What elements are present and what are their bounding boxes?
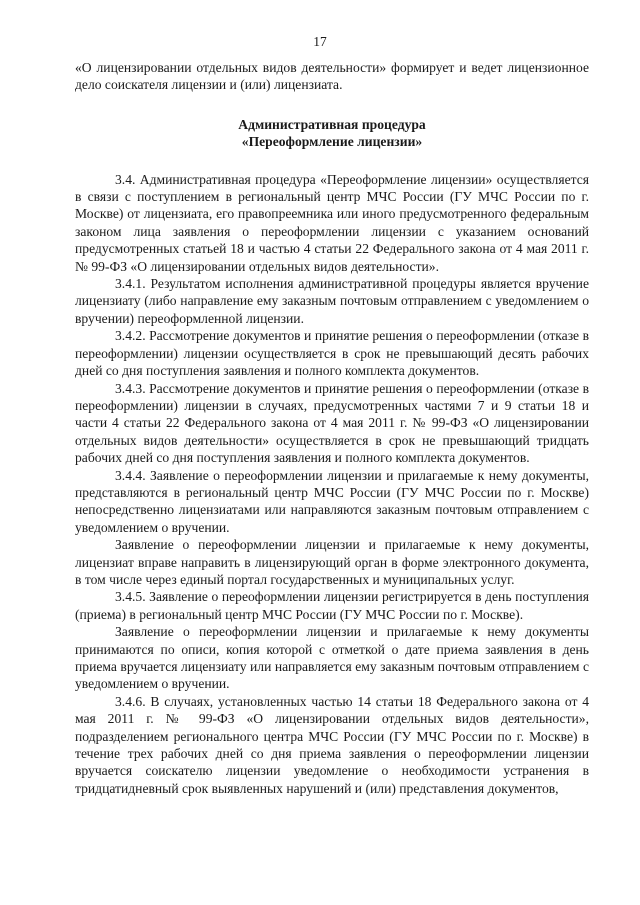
paragraph-3-4-1: 3.4.1. Результатом исполнения административной процедуры является вручение лицензиату (либо направление ему заказным почтовым отправлением с уведомлением о вручении) переоформленной лицензии. — [75, 276, 589, 326]
intro-paragraph: «О лицензировании отдельных видов деятельности» формирует и ведет лицензионное дело соискателя лицензии и (или) лицензиата. — [75, 60, 589, 93]
paragraph-3-4-2: 3.4.2. Рассмотрение документов и принятие решения о переоформлении (отказе в переоформлении) лицензии осуществляется в срок не превышающий десять рабочих дней со дня поступления заявления и полного комплекта документов. — [75, 328, 589, 379]
document-body — [75, 59, 589, 797]
section-heading-line-2: «Переоформление лицензии» — [241, 134, 423, 150]
section-heading-line-1: Административная процедура — [238, 116, 426, 132]
paragraph-3-4-6: 3.4.6. В случаях, установленных частью 14 статьи 18 Федерального закона от 4 мая 2011 г. № 99-ФЗ «О лицензировании отдельных видов деятельности», подразделением регионального центра МЧС России (ГУ МЧС России по г. Москве) в течение трех рабочих дней со дня приема заявления о переоформлении лицензии вручается соискателю лицензии уведомление о необходимости устранения в тридцатидневный срок выявленных нарушений и (или) представления документов, — [75, 693, 589, 796]
paragraph-electronic-submission: Заявление о переоформлении лицензии и прилагаемые к нему документы, лицензиат вправе направить в лицензирующий орган в форме электронного документа, в том числе через единый портал государственных и муниципальных услуг. — [75, 537, 589, 587]
paragraph-3-4: 3.4. Административная процедура «Переоформление лицензии» осуществляется в связи с поступлением в региональный центр МЧС России (ГУ МЧС России по г. Москве) от лицензиата, его правопреемника или иного предусмотренного федеральным законом лица заявления о переоформлении лицензии с указанием оснований предусмотренных статьей 18 и частью 4 статьи 22 Федерального закона от 4 мая 2011 г. № 99-ФЗ «О лицензировании отдельных видов деятельности». — [75, 171, 589, 274]
paragraph-3-4-4: 3.4.4. Заявление о переоформлении лицензии и прилагаемые к нему документы, представляются в региональный центр МЧС России (ГУ МЧС России по г. Москве) непосредственно лицензиатами или направляются заказным почтовым отправлением с уведомлением о вручении. — [75, 467, 589, 535]
paragraph-inventory-acceptance: Заявление о переоформлении лицензии и прилагаемые к нему документы принимаются по описи, копия которой с отметкой о дате приема заявления в день приема вручается лицензиату или направляется ему заказным почтовым отправлением с уведомлением о вручении. — [75, 624, 589, 692]
section-heading — [75, 116, 589, 151]
paragraph-3-4-3: 3.4.3. Рассмотрение документов и принятие решения о переоформлении (отказе в переоформлении) лицензии в случаях, предусмотренных частями 7 и 9 статьи 18 и части 4 статьи 22 Федерального закона от 4 мая 2011 г. № 99-ФЗ «О лицензировании отдельных видов деятельности» осуществляется в срок не превышающий тридцать рабочих дней со дня поступления заявления и полного комплекта документов. — [75, 380, 589, 466]
page-number: 17 — [313, 34, 327, 49]
paragraph-3-4-5: 3.4.5. Заявление о переоформлении лицензии регистрируется в день поступления (приема) в региональный центр МЧС России (ГУ МЧС России по г. Москве). — [75, 589, 589, 622]
